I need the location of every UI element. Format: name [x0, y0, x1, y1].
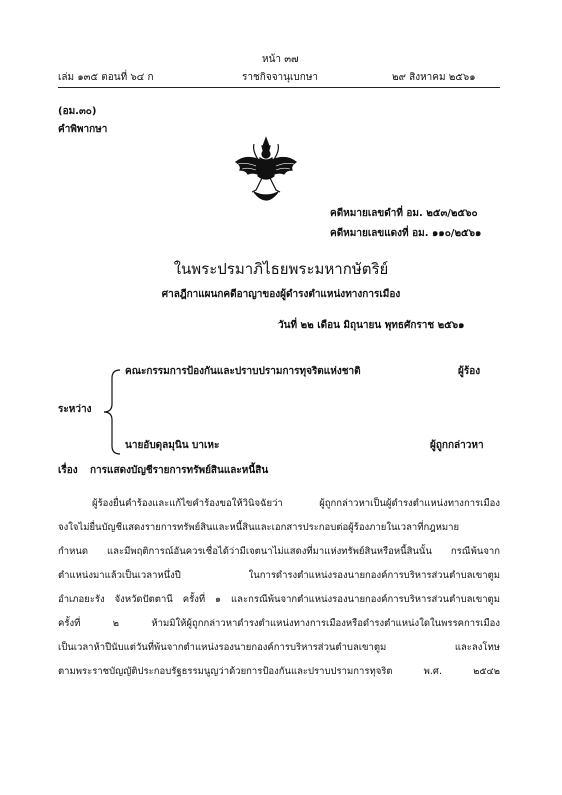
plaintiff-name: คณะกรรมการป้องกันและปราบปรามการทุจริตแห่งชาติ	[125, 366, 361, 377]
body-line: กำหนด และมีพฤติการณ์อันควรเชื่อได้ว่ามีเจตนาไม่แสดงที่มาแห่งทรัพย์สินหรือหนี้สินนั้น กรณีพ้นจาก	[58, 546, 500, 557]
document-title: ในพระปรมาภิไธยพระมหากษัตริย์	[173, 260, 389, 278]
red-case-number: คดีหมายเลขแดงที่ อม. ๑๑๐/๒๕๖๑	[330, 228, 482, 239]
body-line: จงใจไม่ยื่นบัญชีแสดงรายการทรัพย์สินและหนี้สินและเอกสารประกอบต่อผู้ร้องภายในเวลาที่กฎหมาย	[58, 522, 460, 533]
defendant-role: ผู้ถูกกล่าวหา	[430, 440, 484, 451]
court-name: ศาลฎีกาแผนกคดีอาญาของผู้ดำรงตำแหน่งทางการเมือง	[161, 289, 401, 300]
header-rule	[58, 87, 500, 88]
plaintiff-role: ผู้ร้อง	[458, 366, 481, 377]
body-line: ผู้ร้องยื่นคำร้องและแก้ไขคำร้องขอให้วินิจฉัยว่า ผู้ถูกกล่าวหาเป็นผู้ดำรงตำแหน่งทางการเมือง	[92, 498, 500, 509]
body-line: ตำแหน่งมาแล้วเป็นเวลาหนึ่งปี ในการดำรงตำแหน่งรองนายกองค์การบริหารส่วนตำบลเขาตูม	[58, 570, 500, 581]
subject-text: การแสดงบัญชีรายการทรัพย์สินและหนี้สิน	[90, 465, 269, 476]
decision-date: วันที่ ๒๒ เดือน มิถุนายน พุทธศักราช ๒๕๖๑	[278, 320, 465, 331]
between-label: ระหว่าง	[58, 404, 92, 415]
document-type: คำพิพากษา	[58, 124, 108, 135]
form-code: (อม.๓๐)	[58, 106, 97, 117]
subject-label: เรื่อง	[58, 465, 78, 476]
body-line: อำเภอยะรัง จังหวัดปัตตานี ครั้งที่ ๑ และกรณีพ้นจากตำแหน่งรองนายกองค์การบริหารส่วนตำบลเขาตูม	[58, 594, 500, 605]
body-line: ครั้งที่ ๒ ห้ามมิให้ผู้ถูกกล่าวหาดำรงตำแหน่งทางการเมืองหรือดำรงตำแหน่งใดในพรรคการเมือง	[58, 618, 500, 629]
body-line: ตามพระราชบัญญัติประกอบรัฐธรรมนูญว่าด้วยการป้องกันและปราบปรามการทุจริต พ.ศ. ๒๕๔๒	[58, 666, 500, 677]
garuda-emblem-icon	[232, 136, 300, 202]
defendant-name: นายอับดุลมุนิน บาเหะ	[125, 440, 220, 451]
gazette-volume: เล่ม ๑๓๕ ตอนที่ ๖๔ ก	[58, 72, 154, 83]
gazette-date: ๒๙ สิงหาคม ๒๕๖๑	[392, 72, 476, 83]
gazette-name: ราชกิจจานุเบกษา	[242, 72, 319, 83]
page-number: หน้า ๓๗	[262, 54, 299, 65]
black-case-number: คดีหมายเลขดำที่ อม. ๒๕๓/๒๕๖๐	[330, 208, 478, 219]
body-line: เป็นเวลาห้าปีนับแต่วันที่พ้นจากตำแหน่งรองนายกองค์การบริหารส่วนตำบลเขาตูม และลงโทษ	[58, 642, 500, 653]
party-brace	[100, 368, 124, 456]
